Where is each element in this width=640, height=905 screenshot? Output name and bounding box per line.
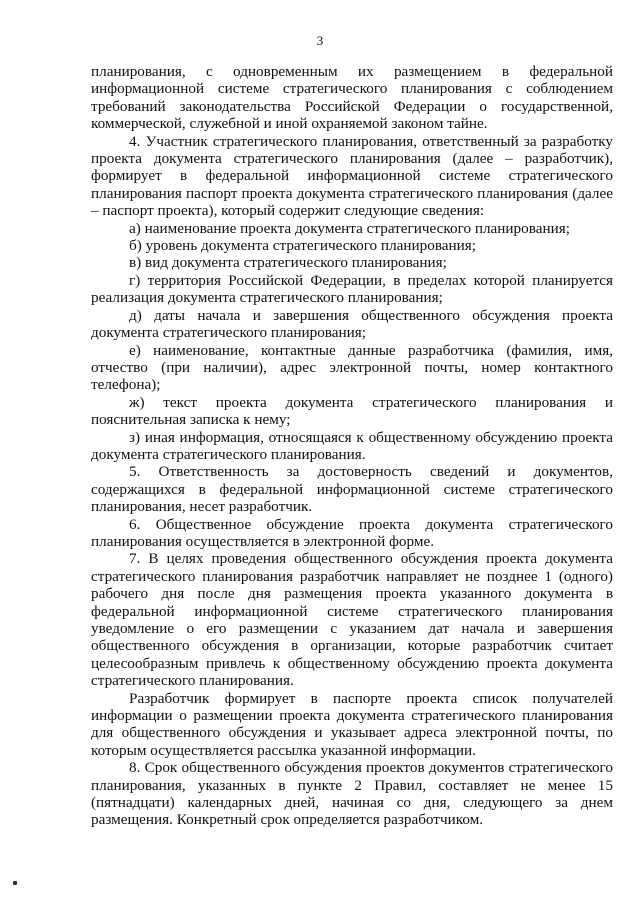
paragraph-item-8: 8. Срок общественного обсуждения проектов документов стратегического планирования, указанных в пункте 2 Правил, составляет не менее 15 (пятнадцати) календарных дней, начиная со дня, следующего за днем размещения. Конкретный срок определяется разработчиком. bbox=[91, 759, 613, 829]
page-number: 3 bbox=[316, 33, 324, 48]
scan-mark bbox=[13, 881, 17, 885]
subitem-d: д) даты начала и завершения общественного обсуждения проекта документа стратегического планирования; bbox=[91, 306, 613, 342]
subitem-a: а) наименование проекта документа стратегического планирования; bbox=[129, 219, 570, 237]
paragraph-item-5: 5. Ответственность за достоверность сведений и документов, содержащихся в федеральной информационной системе стратегического планирования, несет разработчик. bbox=[91, 463, 613, 516]
paragraph-developer-list: Разработчик формирует в паспорте проекта список получателей информации о размещении проекта документа стратегического планирования для общественного обсуждения и указывает адреса электронной почты, по которым осуществляется рассылка указанной информации. bbox=[91, 689, 613, 759]
subitem-z: з) иная информация, относящаяся к общественному обсуждению проекта документа стратегического планирования. bbox=[91, 428, 613, 463]
subitem-zh: ж) текст проекта документа стратегического планирования и пояснительная записка к нему; bbox=[91, 393, 613, 429]
subitem-g: г) территория Российской Федерации, в пределах которой планируется реализация документа стратегического планирования; bbox=[91, 271, 613, 307]
subitem-b: б) уровень документа стратегического планирования; bbox=[129, 237, 476, 255]
subitem-v: в) вид документа стратегического планирования; bbox=[129, 254, 447, 272]
subitem-e: е) наименование, контактные данные разработчика (фамилия, имя, отчество (при наличии), адрес электронной почты, номер контактного телефона); bbox=[91, 341, 613, 394]
paragraph-item-6: 6. Общественное обсуждение проекта документа стратегического планирования осуществляется в электронной форме. bbox=[91, 515, 613, 550]
paragraph-item-4: 4. Участник стратегического планирования, ответственный за разработку проекта документа стратегического планирования (далее – разработчик), формирует в федеральной информационной системе стратегического планирования паспорт проекта документа стратегического планирования (далее – паспорт проекта), который содержит следующие сведения: bbox=[91, 132, 613, 220]
document-body bbox=[91, 63, 613, 829]
paragraph-continuation: планирования, с одновременным их размещением в федеральной информационной системе стратегического планирования с соблюдением требований законодательства Российской Федерации о государственной, коммерческой, служебной и иной охраняемой законом тайне. bbox=[91, 63, 613, 133]
paragraph-item-7: 7. В целях проведения общественного обсуждения проекта документа стратегического планирования разработчик направляет не позднее 1 (одного) рабочего дня после дня размещения проекта указанного документа в федеральной информационной системе стратегического планирования уведомление о его размещении с указанием дат начала и завершения общественного обсуждения в организации, которые разработчик считает целесообразным привлечь к общественному обсуждению проекта документа стратегического планирования. bbox=[91, 550, 613, 690]
